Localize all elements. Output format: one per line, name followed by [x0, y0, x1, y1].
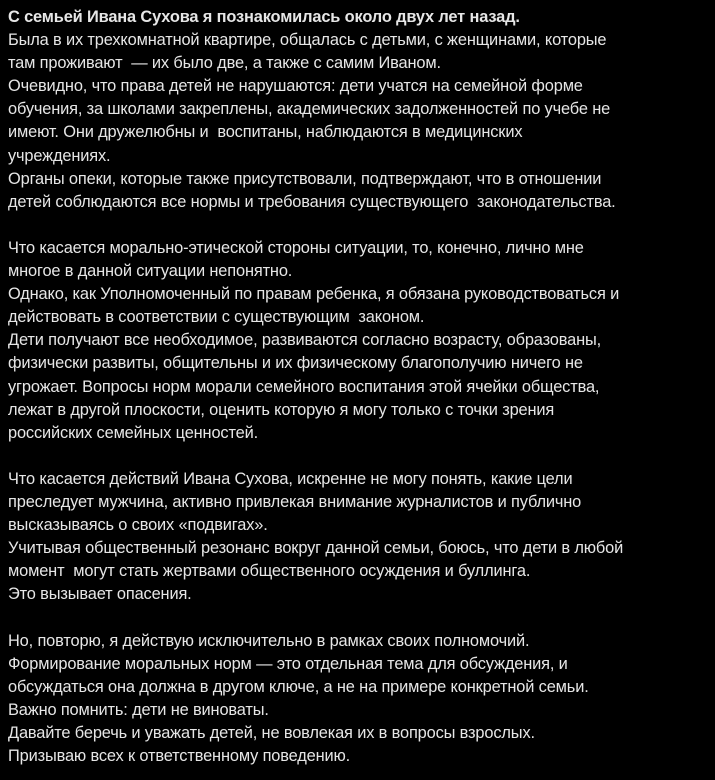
- message-line: Это вызывает опасения.: [8, 585, 192, 604]
- message-line: Давайте беречь и уважать детей, не вовлекая их в вопросы взрослых.: [8, 723, 535, 742]
- paragraph-gap: [8, 214, 709, 237]
- message-line: Учитывая общественный резонанс вокруг данной семьи, боюсь, что дети в любой: [8, 539, 624, 558]
- message-line: Была в их трехкомнатной квартире, общалась с детьми, с женщинами, которые: [8, 31, 607, 50]
- paragraph-gap: [8, 445, 709, 468]
- message-line: Но, повторю, я действую исключительно в рамках своих полномочий.: [8, 631, 530, 650]
- message-line: Важно помнить: дети не виноваты.: [8, 700, 269, 719]
- message-heading: С семьей Ивана Сухова я познакомилась около двух лет назад.: [8, 8, 520, 26]
- message-line: Призываю всех к ответственному поведению.: [8, 747, 351, 765]
- message-line: физически развиты, общительны и их физическому благополучию ничего не: [8, 354, 583, 373]
- message-line: обсуждаться она должна в другом ключе, а не на примере конкретной семьи.: [8, 677, 589, 696]
- message-line: высказываясь о своих «подвигах».: [8, 516, 268, 535]
- message-line: лежат в другой плоскости, оценить которую я могу только с точки зрения: [8, 400, 555, 419]
- message-line: имеют. Они дружелюбны и воспитаны, наблюдаются в медицинских: [8, 123, 523, 142]
- message-line: момент могут стать жертвами общественного осуждения и буллинга.: [8, 562, 531, 581]
- message-line: действовать в соответствии с существующим законом.: [8, 308, 425, 327]
- message-line: российских семейных ценностей.: [8, 423, 259, 442]
- message-line: обучения, за школами закреплены, академических задолженностей по учебе не: [8, 100, 611, 119]
- message-line: детей соблюдаются все нормы и требования существующего законодательства.: [8, 192, 616, 211]
- message-line: Очевидно, что права детей не нарушаются: дети учатся на семейной форме: [8, 77, 583, 96]
- message-line: угрожает. Вопросы норм морали семейного воспитания этой ячейки общества,: [8, 377, 600, 396]
- message-line: многое в данной ситуации непонятно.: [8, 262, 293, 281]
- message-line: Однако, как Уполномоченный по правам ребенка, я обязана руководствоваться и: [8, 285, 620, 304]
- message-line: там проживают — их было две, а также с самим Иваном.: [8, 54, 441, 73]
- message-line: Что касается морально-этической стороны ситуации, то, конечно, лично мне: [8, 238, 584, 257]
- message-line: Что касается действий Ивана Сухова, искренне не могу понять, какие цели: [8, 469, 573, 488]
- message-line: Формирование моральных норм — это отдельная тема для обсуждения, и: [8, 654, 568, 673]
- message-line: преследует мужчина, активно привлекая внимание журналистов и публично: [8, 492, 582, 511]
- message-line: Дети получают все необходимое, развиваются согласно возрасту, образованы,: [8, 331, 602, 350]
- paragraph-gap: [8, 606, 709, 629]
- message-line: учреждениях.: [8, 146, 111, 165]
- message-line: Органы опеки, которые также присутствовали, подтверждают, что в отношении: [8, 169, 602, 188]
